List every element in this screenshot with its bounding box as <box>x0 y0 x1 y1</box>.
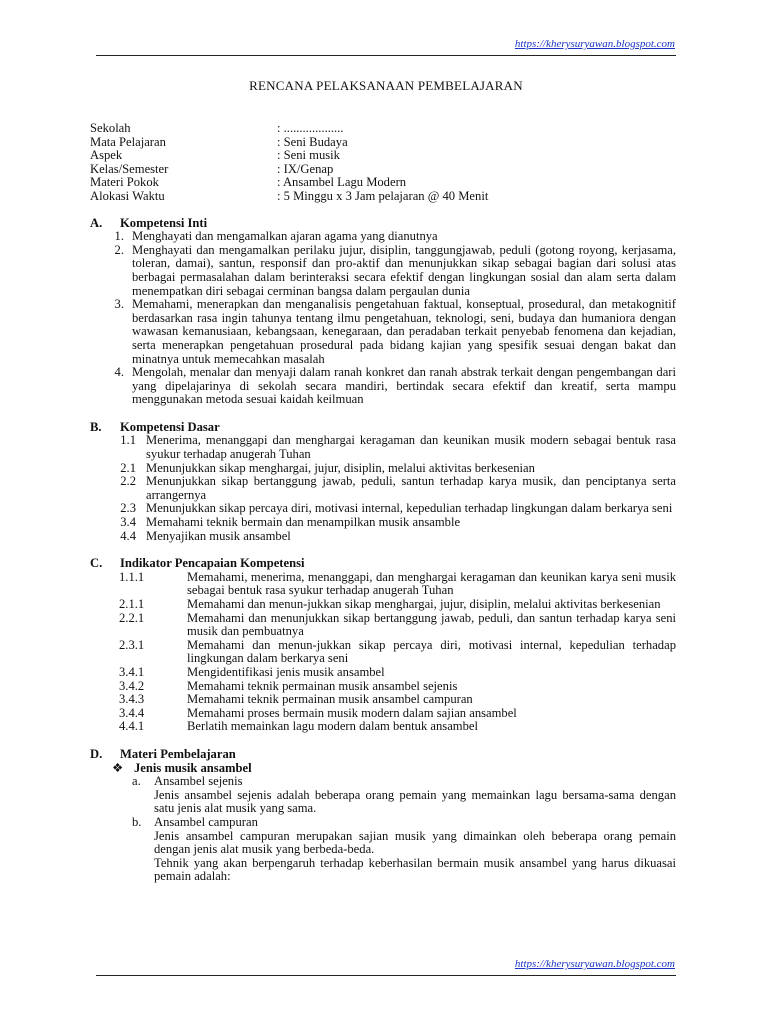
list-item <box>90 775 676 789</box>
item-number: 3.4.4 <box>119 705 145 720</box>
item-number: 3.4.1 <box>119 664 145 679</box>
item-number: 2. <box>114 242 124 257</box>
item-text: Memahami dan menunjukkan sikap bertanggung jawab, peduli, dan santun terhadap karya seni musik dan pembuatnya <box>187 610 676 639</box>
info-label: Alokasi Waktu <box>90 188 165 203</box>
info-label: Sekolah <box>90 121 131 135</box>
section-letter: D. <box>90 746 103 761</box>
item-number: 3.4 <box>120 515 136 530</box>
info-value: : Seni Budaya <box>277 134 348 149</box>
item-text: Menyajikan musik ansambel <box>146 528 291 543</box>
paragraph: Tehnik yang akan berpengaruh terhadap keberhasilan bermain musik ansambel yang harus dikuasai pemain adalah: <box>154 855 676 884</box>
list-item <box>90 571 676 598</box>
info-row <box>90 163 676 177</box>
info-table <box>90 122 676 204</box>
item-number: 4.4 <box>120 528 136 543</box>
header-rule <box>96 55 676 56</box>
subsection-title: Jenis musik ansambel <box>134 760 252 775</box>
list-item <box>90 230 676 244</box>
info-label: Materi Pokok <box>90 175 159 190</box>
info-value: : Ansambel Lagu Modern <box>277 175 407 190</box>
info-row <box>90 122 676 136</box>
item-number: 2.3.1 <box>119 637 145 652</box>
list-item <box>90 720 676 734</box>
list-item <box>90 366 676 407</box>
info-label: Kelas/Semester <box>90 161 169 176</box>
item-text: Menunjukkan sikap percaya diri, motivasi internal, kepedulian terhadap lingkungan dalam berkarya seni <box>146 501 673 516</box>
item-number: b. <box>132 814 142 829</box>
info-value: : 5 Minggu x 3 Jam pelajaran @ 40 Menit <box>277 188 489 203</box>
header-blog-link[interactable]: https://kherysuryawan.blogspot.com <box>514 38 675 50</box>
item-number: 1. <box>114 229 124 244</box>
item-number: 2.2 <box>120 474 136 489</box>
item-text: Memahami teknik permainan musik ansambel campuran <box>187 692 473 707</box>
paragraph: Jenis ansambel sejenis adalah beberapa orang pemain yang memainkan lagu bersama-sama dengan satu jenis alat musik yang sama. <box>154 787 676 816</box>
item-number: 2.1.1 <box>119 597 145 611</box>
list-item <box>90 598 676 612</box>
list-item <box>90 612 676 639</box>
info-label: Aspek <box>90 148 123 163</box>
item-number: 1.1.1 <box>119 569 145 584</box>
item-number: 4.4.1 <box>119 719 145 734</box>
item-number: 3.4.3 <box>119 692 145 707</box>
section-title: Indikator Pencapaian Kompetensi <box>120 556 305 571</box>
section-letter: A. <box>90 215 103 230</box>
info-row <box>90 176 676 190</box>
item-text: Menerima, menanggapi dan menghargai keragaman dan keunikan musik modern sebagai bentuk rasa syukur terhadap anugerah Tuhan <box>146 433 676 462</box>
item-text: Berlatih memainkan lagu modern dalam bentuk ansambel <box>187 719 478 734</box>
section-heading-d <box>90 748 676 762</box>
item-title: Ansambel campuran <box>154 814 258 829</box>
item-text: Memahami proses bermain musik modern dalam sajian ansambel <box>187 705 517 720</box>
info-label: Mata Pelajaran <box>90 134 166 149</box>
info-row <box>90 136 676 150</box>
list-item <box>90 434 676 461</box>
paragraph: Jenis ansambel campuran merupakan sajian musik yang dimainkan oleh beberapa orang pemain dengan jenis alat musik yang berbeda-beda. <box>154 828 676 857</box>
document-body <box>90 122 676 884</box>
list-item <box>90 680 676 694</box>
list-item <box>90 530 676 544</box>
section-heading-c <box>90 557 676 571</box>
item-number: 1.1 <box>120 433 136 448</box>
item-number: 4. <box>114 365 124 380</box>
item-text: Menunjukkan sikap bertanggung jawab, peduli, santun terhadap karya musik, dan penciptanya serta arrangernya <box>146 474 676 502</box>
list-item <box>90 502 676 516</box>
list-item <box>90 475 676 502</box>
item-text: Memahami dan menun-jukkan sikap percaya diri, motivasi internal, kepedulian terhadap lingkungan dalam berkarya seni <box>187 637 676 666</box>
info-row <box>90 190 676 204</box>
footer-rule <box>96 975 676 976</box>
item-text: Memahami, menerima, menanggapi, dan menghargai keragaman dan keunikan karya seni musik sebagai bentuk rasa syukur terhadap anugerah Tuhan <box>187 569 676 598</box>
item-text: Menghayati dan mengamalkan perilaku jujur, disiplin, tanggungjawab, peduli (gotong royong, kerjasama, toleran, damai), santun, responsif dan pro-aktif dan menunjukkan sikap sebagai bagian dari solusi atas berbagai permasalahan dalam berinteraksi secara efektif dengan lingkungan sosial dan alam serta dalam menempatkan diri sebagai cerminan bangsa dalam pergaulan dunia <box>132 242 676 298</box>
list-item <box>90 666 676 680</box>
section-heading-a <box>90 217 676 231</box>
info-value: : Seni musik <box>277 148 340 163</box>
item-text: Mengolah, menalar dan menyaji dalam ranah konkret dan ranah abstrak terkait dengan pengembangan dari yang dipelajarinya di sekolah secara mandiri, bertindak secara efektif dan kreatif, serta mampu menggunakan metoda sesuai kaidah keilmuan <box>132 365 676 407</box>
subsection <box>90 762 676 776</box>
section-title: Kompetensi Dasar <box>120 419 220 434</box>
item-number: 3.4.2 <box>119 678 145 693</box>
item-text: Memahami dan menun-jukkan sikap menghargai, jujur, disiplin, melalui aktivitas berkesenian <box>187 597 661 611</box>
list-item <box>90 639 676 666</box>
section-heading-b <box>90 421 676 435</box>
info-value: : ................... <box>277 121 344 135</box>
document-title: RENCANA PELAKSANAAN PEMBELAJARAN <box>249 78 523 93</box>
list-item <box>90 816 676 830</box>
subsection-heading <box>112 762 676 776</box>
item-number: 2.3 <box>120 501 136 516</box>
list-item <box>90 707 676 721</box>
item-text: Menunjukkan sikap menghargai, jujur, disiplin, melalui aktivitas berkesenian <box>146 460 535 475</box>
footer-blog-link[interactable]: https://kherysuryawan.blogspot.com <box>514 958 675 970</box>
item-text: Mengidentifikasi jenis musik ansambel <box>187 664 385 679</box>
info-row <box>90 149 676 163</box>
list-item <box>90 298 676 366</box>
item-text: Menghayati dan mengamalkan ajaran agama yang dianutnya <box>132 229 438 244</box>
section-letter: C. <box>90 556 103 571</box>
item-number: 3. <box>114 297 124 312</box>
list-item <box>90 516 676 530</box>
item-title: Ansambel sejenis <box>154 774 243 789</box>
item-text: Memahami teknik bermain dan menampilkan musik ansamble <box>146 515 461 530</box>
diamond-bullet-icon: ❖ <box>112 760 124 775</box>
item-text: Memahami teknik permainan musik ansambel sejenis <box>187 678 458 693</box>
item-number: 2.1 <box>120 460 136 475</box>
list-item <box>90 244 676 298</box>
list-item <box>90 693 676 707</box>
list-item <box>90 462 676 476</box>
item-number: 2.2.1 <box>119 610 145 625</box>
section-letter: B. <box>90 419 102 434</box>
item-text: Memahami, menerapkan dan menganalisis pengetahuan faktual, konseptual, prosedural, dan metakognitif berdasarkan rasa ingin tahunya tentang ilmu pengetahuan, teknologi, seni, budaya dan humaniora dengan wawasan kemanusiaan, kebangsaan, kenegaraan, dan peradaban terkait penyebab fenomena dan kejadian, serta menerapkan pengetahuan prosedural pada bidang kajian yang spesifik sesuai dengan bakat dan minatnya untuk memecahkan masalah <box>132 297 676 366</box>
section-title: Materi Pembelajaran <box>120 746 236 761</box>
info-value: : IX/Genap <box>277 161 334 176</box>
section-title: Kompetensi Inti <box>120 215 208 230</box>
item-number: a. <box>132 774 141 789</box>
